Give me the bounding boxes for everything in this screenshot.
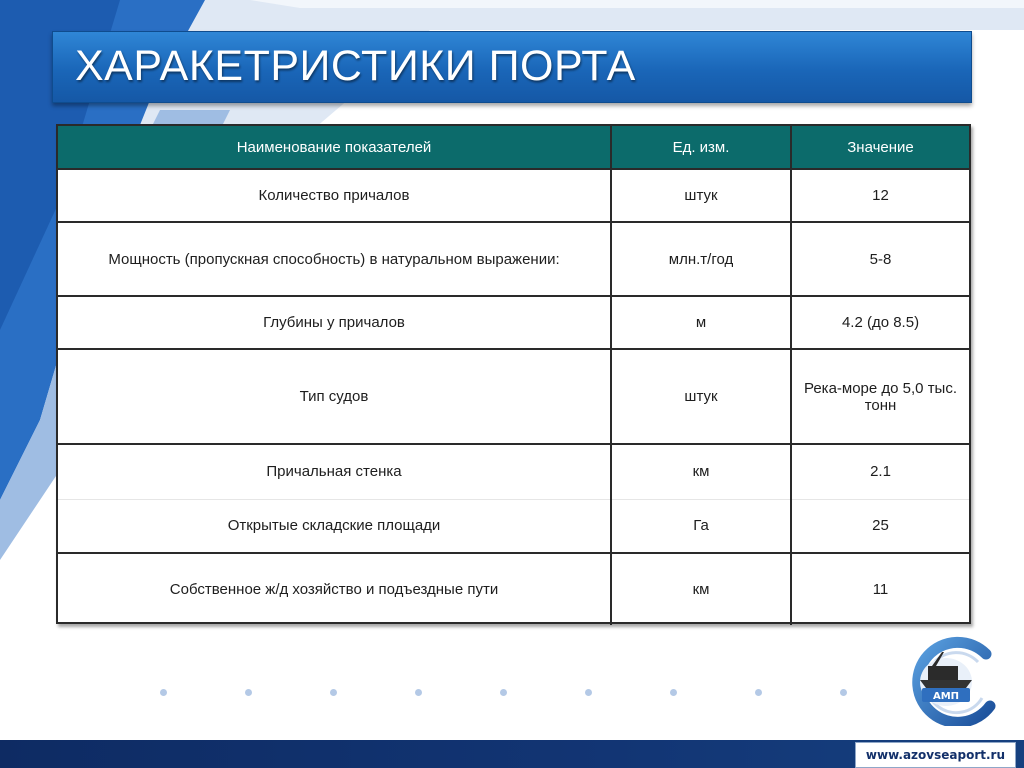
- column-header-name: Наименование показателей: [58, 126, 611, 169]
- dot: [670, 689, 677, 696]
- row-name: Глубины у причалов: [58, 296, 611, 349]
- table-row: [58, 222, 969, 296]
- table-header-row: [58, 126, 969, 169]
- column-header-unit: Ед. изм.: [611, 126, 791, 169]
- table-row: [58, 349, 969, 444]
- website-link[interactable]: www.azovseaport.ru: [855, 742, 1016, 768]
- dot: [245, 689, 252, 696]
- row-unit: штук: [611, 169, 791, 222]
- table-row: [58, 553, 969, 625]
- row-value: Река-море до 5,0 тыс. тонн: [791, 349, 969, 444]
- row-name: Открытые складские площади: [58, 499, 611, 553]
- logo-text: АМП: [932, 691, 960, 702]
- table-row: [58, 499, 969, 553]
- row-value: 25: [791, 499, 969, 553]
- row-value: 12: [791, 169, 969, 222]
- dot: [500, 689, 507, 696]
- row-name: Количество причалов: [58, 169, 611, 222]
- row-unit: км: [611, 444, 791, 499]
- row-unit: Га: [611, 499, 791, 553]
- row-value: 11: [791, 553, 969, 625]
- dot: [160, 689, 167, 696]
- row-unit: м: [611, 296, 791, 349]
- dot: [330, 689, 337, 696]
- dot: [755, 689, 762, 696]
- dot: [415, 689, 422, 696]
- row-value: 4.2 (до 8.5): [791, 296, 969, 349]
- row-value: 2.1: [791, 444, 969, 499]
- row-name: Собственное ж/д хозяйство и подъездные пути: [58, 553, 611, 625]
- column-header-value: Значение: [791, 126, 969, 169]
- row-name: Тип судов: [58, 349, 611, 444]
- table-row: [58, 444, 969, 499]
- row-unit: штук: [611, 349, 791, 444]
- port-logo-icon: [898, 636, 998, 726]
- dot: [840, 689, 847, 696]
- title-bar: [52, 31, 972, 103]
- port-characteristics-table: [56, 124, 971, 624]
- table-row: [58, 296, 969, 349]
- row-name: Мощность (пропускная способность) в натуральном выражении:: [58, 222, 611, 296]
- dot: [585, 689, 592, 696]
- row-name: Причальная стенка: [58, 444, 611, 499]
- slide-title: ХАРАКЕТРИСТИКИ ПОРТА: [75, 42, 636, 90]
- row-unit: км: [611, 553, 791, 625]
- row-value: 5-8: [791, 222, 969, 296]
- table-row: [58, 169, 969, 222]
- decorative-dots: [160, 689, 860, 699]
- row-unit: млн.т/год: [611, 222, 791, 296]
